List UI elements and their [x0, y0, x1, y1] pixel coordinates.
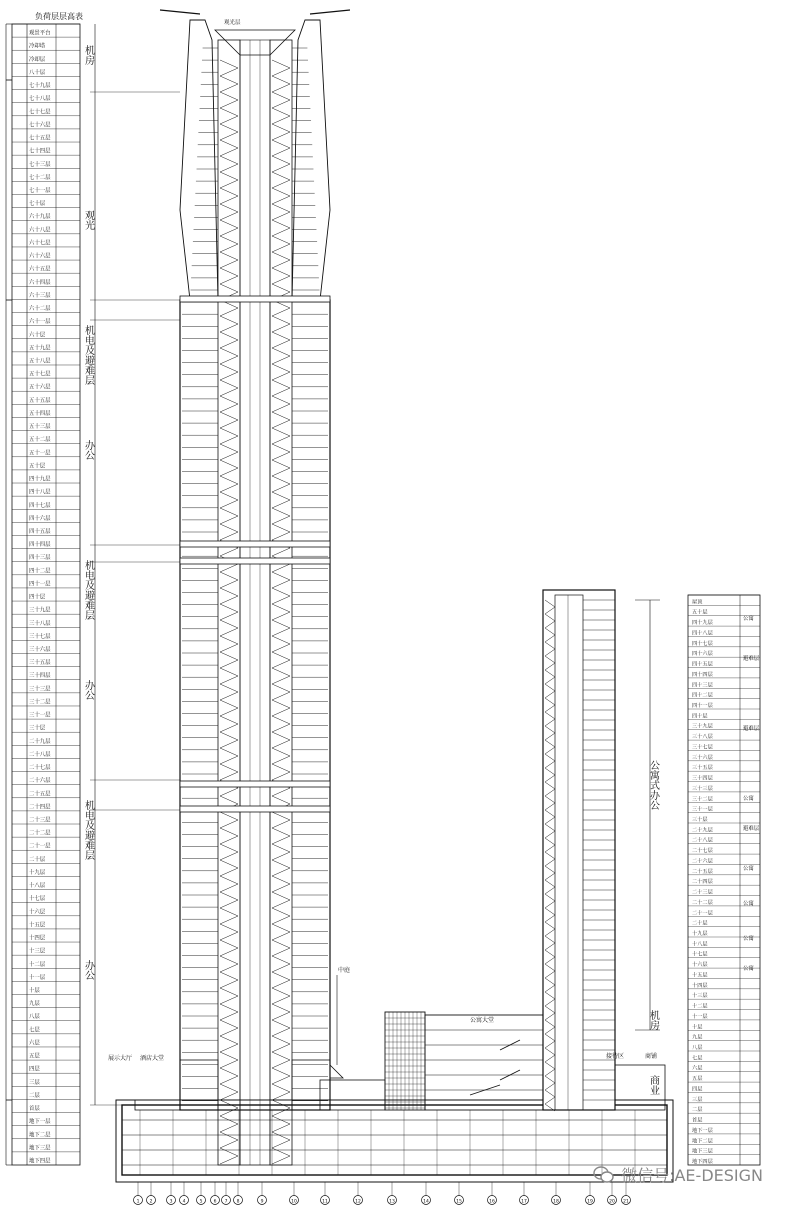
table-floor-label: 三十一层: [29, 712, 51, 719]
annex-floor-label: 二十六层: [692, 858, 713, 865]
annex-tower-section: [543, 590, 665, 1111]
axis-label: 16: [489, 1199, 495, 1205]
table-floor-label: 十七层: [29, 896, 46, 903]
crown-right-wing: [292, 20, 330, 300]
table-floor-label: 三十九层: [29, 607, 51, 614]
axis-label: 9: [260, 1199, 264, 1205]
annex-tag-label: 公寓: [743, 796, 754, 802]
annex-tag-label: 公寓: [743, 966, 754, 972]
annex-floor-label: 三十七层: [692, 744, 713, 751]
table-floor-label: 五十六层: [29, 384, 51, 391]
table-floor-label: 地下三层: [29, 1145, 51, 1152]
annex-floor-label: 地下一层: [692, 1127, 713, 1134]
axis-label: 13: [389, 1199, 395, 1205]
table-floor-label: 五层: [29, 1053, 40, 1060]
annex-floor-label: 地下二层: [692, 1138, 713, 1145]
callout-podium-right-a: 接待区: [606, 1053, 625, 1060]
table-title: 负荷层层高表: [35, 12, 83, 21]
table-floor-label: 九层: [29, 1001, 40, 1008]
table-floor-label: 七十层: [29, 201, 46, 208]
table-floor-label: 十九层: [29, 869, 46, 876]
annex-floor-label: 六层: [692, 1065, 703, 1072]
annex-floor-label: 二十三层: [692, 889, 713, 896]
axis-label: 2: [149, 1199, 153, 1205]
zone-label: 机电及避难层: [82, 325, 94, 385]
grid-axis-markers: [134, 1182, 631, 1205]
table-floor-label: 二十一层: [29, 843, 51, 850]
left-floor-table: [6, 24, 80, 1165]
table-floor-label: 二十七层: [29, 765, 51, 772]
table-floor-label: 六十八层: [29, 227, 51, 234]
table-floor-label: 十八层: [29, 883, 46, 890]
zone-label: 机房: [82, 45, 94, 65]
axis-label: 21: [623, 1199, 629, 1205]
table-floor-label: 八层: [29, 1014, 40, 1021]
table-floor-label: 四层: [29, 1066, 40, 1073]
annex-floor-label: 三十六层: [692, 754, 713, 761]
annex-tag-label: 避难层: [743, 826, 760, 832]
annex-floor-label: 三十四层: [692, 775, 713, 782]
annex-zone-label: 机房: [647, 1010, 659, 1030]
table-floor-label: 四十八层: [29, 489, 51, 496]
callout-podium-right-b: 商铺: [645, 1053, 658, 1060]
annex-floor-label: 四十层: [692, 713, 708, 720]
table-floor-label: 七十三层: [29, 161, 51, 168]
table-floor-label: 四十七层: [29, 502, 51, 509]
annex-floor-label: 四十二层: [692, 692, 713, 699]
table-floor-label: 七十六层: [29, 122, 51, 129]
annex-floor-label: 十七层: [692, 951, 708, 958]
annex-floor-label: 三十八层: [692, 734, 713, 741]
axis-label: 5: [199, 1199, 203, 1205]
annex-floor-label: 四十三层: [692, 682, 713, 689]
table-floor-label: 十四层: [29, 935, 46, 942]
table-floor-label: 六十二层: [29, 306, 51, 313]
axis-label: 12: [355, 1199, 361, 1205]
annex-tag-label: 避难层: [743, 656, 760, 662]
table-floor-label: 三十六层: [29, 647, 51, 654]
table-floor-label: 六十层: [29, 332, 46, 339]
annex-floor-label: 十六层: [692, 962, 708, 969]
watermark-text: 微信号:AE-DESIGN: [621, 1166, 763, 1185]
table-floor-label: 十五层: [29, 922, 46, 929]
table-floor-label: 三十五层: [29, 660, 51, 667]
table-floor-label: 六层: [29, 1040, 40, 1047]
table-floor-label: 六十七层: [29, 240, 51, 247]
annex-floor-label: 十二层: [692, 1003, 708, 1010]
axis-label: 6: [213, 1199, 217, 1205]
annex-floor-label: 八层: [692, 1045, 703, 1051]
annex-tag-label: 公寓: [743, 616, 754, 622]
atrium-marker: [330, 1065, 343, 1078]
table-floor-label: 四十九层: [29, 476, 51, 483]
callout-podium-left-b: 酒店大堂: [140, 1055, 165, 1062]
table-floor-label: 冷却层: [29, 56, 46, 63]
annex-floor-label: 三十层: [692, 817, 708, 823]
table-floor-label: 七十八层: [29, 96, 51, 103]
table-floor-label: 六十五层: [29, 266, 51, 273]
table-floor-label: 七十一层: [29, 187, 51, 194]
crown-spire-lines: [160, 10, 350, 14]
annex-floor-label: 四层: [692, 1086, 703, 1093]
annex-floor-label: 十九层: [692, 931, 708, 937]
annex-floor-label: 三层: [692, 1096, 703, 1103]
annex-floor-label: 十一层: [692, 1013, 708, 1020]
callout-podium-left-a: 展示大厅: [108, 1055, 133, 1062]
annex-floor-label: 二十九层: [692, 827, 713, 834]
table-floor-label: 七层: [29, 1027, 40, 1034]
annex-floor-label: 三十一层: [692, 806, 713, 813]
table-floor-label: 十层: [29, 988, 40, 995]
table-floor-label: 六十三层: [29, 292, 51, 299]
table-floor-label: 五十九层: [29, 345, 51, 352]
zone-label: 观光: [82, 210, 94, 230]
annex-floor-label: 二层: [692, 1107, 703, 1114]
watermark: [593, 1163, 763, 1186]
table-floor-label: 十二层: [29, 961, 46, 968]
table-floor-label: 三十三层: [29, 686, 51, 693]
table-floor-label: 七十七层: [29, 109, 51, 116]
annex-floor-label: 四十六层: [692, 651, 713, 658]
mechanical-band: [180, 541, 330, 547]
annex-floor-label: 七层: [692, 1055, 703, 1062]
crown-left-wing: [180, 20, 218, 300]
axis-label: 8: [236, 1199, 240, 1205]
tower-shaft: [180, 300, 330, 1110]
table-floor-label: 观景平台: [29, 30, 51, 37]
axis-label: 11: [322, 1199, 328, 1205]
table-floor-label: 十六层: [29, 909, 46, 916]
annex-floor-label: 五层: [692, 1076, 703, 1083]
annex-floor-label: 四十五层: [692, 661, 713, 668]
axis-label: 3: [169, 1199, 173, 1205]
axis-label: 15: [456, 1199, 462, 1205]
table-floor-label: 三十二层: [29, 699, 51, 706]
left-table-frame: [12, 24, 80, 1165]
annex-floor-label: 十八层: [692, 941, 708, 948]
right-floor-table: [688, 595, 760, 1165]
annex-floor-label: 地下三层: [692, 1148, 713, 1155]
table-floor-label: 十一层: [29, 974, 46, 981]
basement-outline: [122, 1105, 667, 1175]
table-floor-label: 五十七层: [29, 371, 51, 378]
table-floor-label: 冷却塔: [29, 43, 46, 50]
table-floor-label: 七十四层: [29, 148, 51, 155]
table-floor-label: 地下四层: [29, 1158, 51, 1165]
left-zone-labels: [83, 24, 181, 1105]
table-floor-label: 三层: [29, 1079, 40, 1086]
podium-commercial: [425, 1015, 545, 1110]
annex-floor-label: 地下四层: [692, 1159, 713, 1165]
table-floor-label: 五十四层: [29, 410, 51, 417]
table-floor-label: 二十六层: [29, 778, 51, 785]
table-floor-label: 地下一层: [29, 1119, 51, 1126]
mechanical-band: [180, 558, 330, 564]
annex-floor-label: 十五层: [692, 972, 708, 979]
annex-tag-label: 公寓: [743, 866, 754, 872]
axis-label: 20: [609, 1199, 615, 1205]
annex-floor-label: 三十九层: [692, 723, 713, 730]
table-floor-label: 二十二层: [29, 830, 51, 837]
zone-label: 办公: [82, 440, 94, 460]
annex-floor-label: 三十二层: [692, 796, 713, 803]
table-floor-label: 三十七层: [29, 633, 51, 640]
table-floor-label: 七十二层: [29, 174, 51, 181]
annex-floor-label: 二十八层: [692, 837, 713, 844]
annex-floor-label: 四十四层: [692, 671, 713, 678]
table-floor-label: 五十三层: [29, 424, 51, 431]
table-floor-label: 二十九层: [29, 738, 51, 745]
table-floor-label: 二十五层: [29, 791, 51, 798]
table-floor-label: 地下二层: [29, 1132, 51, 1139]
table-floor-label: 四十二层: [29, 568, 51, 575]
annex-tag-label: 公寓: [743, 901, 754, 907]
table-floor-label: 六十一层: [29, 319, 51, 326]
table-floor-label: 五十一层: [29, 450, 51, 457]
annex-zone-label: 公寓式办公: [647, 760, 659, 810]
table-floor-label: 二十八层: [29, 751, 51, 758]
annex-floor-label: 二十四层: [692, 879, 713, 886]
table-floor-label: 四十层: [29, 594, 46, 601]
zone-label: 办公: [82, 680, 94, 700]
annex-floor-label: 十层: [692, 1024, 703, 1031]
table-floor-label: 二十层: [29, 856, 46, 863]
axis-label: 14: [423, 1199, 429, 1205]
table-floor-label: 四十五层: [29, 528, 51, 535]
annex-floor-label: 九层: [692, 1034, 703, 1041]
mechanical-band: [180, 781, 330, 787]
table-floor-label: 四十六层: [29, 515, 51, 522]
table-floor-label: 五十五层: [29, 397, 51, 404]
annex-floor-label: 五十层: [692, 609, 708, 616]
annex-zone-label: 商业: [647, 1075, 659, 1095]
table-floor-label: 三十四层: [29, 673, 51, 680]
callout-crown: 观光层: [224, 20, 241, 26]
annex-floor-label: 四十七层: [692, 640, 713, 647]
axis-label: 17: [521, 1199, 527, 1205]
annex-floor-label: 二十五层: [692, 868, 713, 875]
axis-label: 1: [136, 1199, 140, 1205]
crown-top-structure: [215, 30, 295, 55]
table-floor-label: 五十八层: [29, 358, 51, 365]
annex-tag-label: 公寓: [743, 936, 754, 942]
basement-slab-outer: [116, 1100, 673, 1182]
table-floor-label: 二十四层: [29, 804, 51, 811]
annex-floor-label: 四十一层: [692, 703, 713, 709]
annex-floor-label: 二十二层: [692, 899, 713, 906]
callout-atrium: 中庭: [338, 967, 351, 974]
table-floor-label: 五十二层: [29, 437, 51, 444]
mechanical-band: [180, 296, 330, 302]
annex-floor-label: 十三层: [692, 993, 708, 1000]
zone-label: 机电及避难层: [82, 800, 94, 860]
table-floor-label: 三十八层: [29, 620, 51, 627]
axis-label: 10: [291, 1199, 297, 1205]
callout-annex-lobby: 公寓大堂: [470, 1017, 495, 1024]
main-tower-section: [160, 10, 350, 1165]
annex-floor-label: 二十层: [692, 920, 708, 927]
annex-floor-label: 二十一层: [692, 910, 713, 917]
annex-floor-label: 首层: [692, 1117, 703, 1124]
annex-floor-label: 屋顶: [692, 599, 703, 606]
table-floor-label: 四十一层: [29, 581, 51, 588]
table-floor-label: 六十九层: [29, 214, 51, 221]
axis-label: 7: [224, 1199, 228, 1205]
annex-floor-label: 四十八层: [692, 630, 713, 637]
table-floor-label: 二十三层: [29, 817, 51, 824]
zone-label: 办公: [82, 960, 94, 980]
table-floor-label: 二层: [29, 1092, 40, 1099]
wechat-icon: [593, 1166, 615, 1184]
mechanical-band: [180, 806, 330, 812]
annex-floor-label: 二十七层: [692, 848, 713, 855]
annex-floor-label: 三十五层: [692, 765, 713, 772]
annex-floor-label: 三十三层: [692, 785, 713, 792]
table-floor-label: 七十五层: [29, 135, 51, 142]
table-floor-label: 首层: [29, 1106, 40, 1113]
annex-floor-label: 十四层: [692, 982, 708, 989]
annex-floor-label: 四十九层: [692, 620, 713, 627]
annex-tag-label: 避难层: [743, 726, 760, 732]
axis-label: 4: [182, 1199, 186, 1205]
axis-label: 19: [587, 1199, 593, 1205]
table-floor-label: 六十六层: [29, 253, 51, 260]
zone-label: 机电及避难层: [82, 560, 94, 620]
table-floor-label: 四十四层: [29, 542, 51, 549]
table-floor-label: 七十九层: [29, 83, 51, 90]
axis-label: 18: [553, 1199, 559, 1205]
table-floor-label: 四十三层: [29, 555, 51, 562]
table-floor-label: 三十层: [29, 725, 46, 732]
table-floor-label: 五十层: [29, 463, 46, 470]
table-floor-label: 六十四层: [29, 279, 51, 286]
table-floor-label: 八十层: [29, 69, 46, 76]
table-floor-label: 十三层: [29, 948, 46, 955]
